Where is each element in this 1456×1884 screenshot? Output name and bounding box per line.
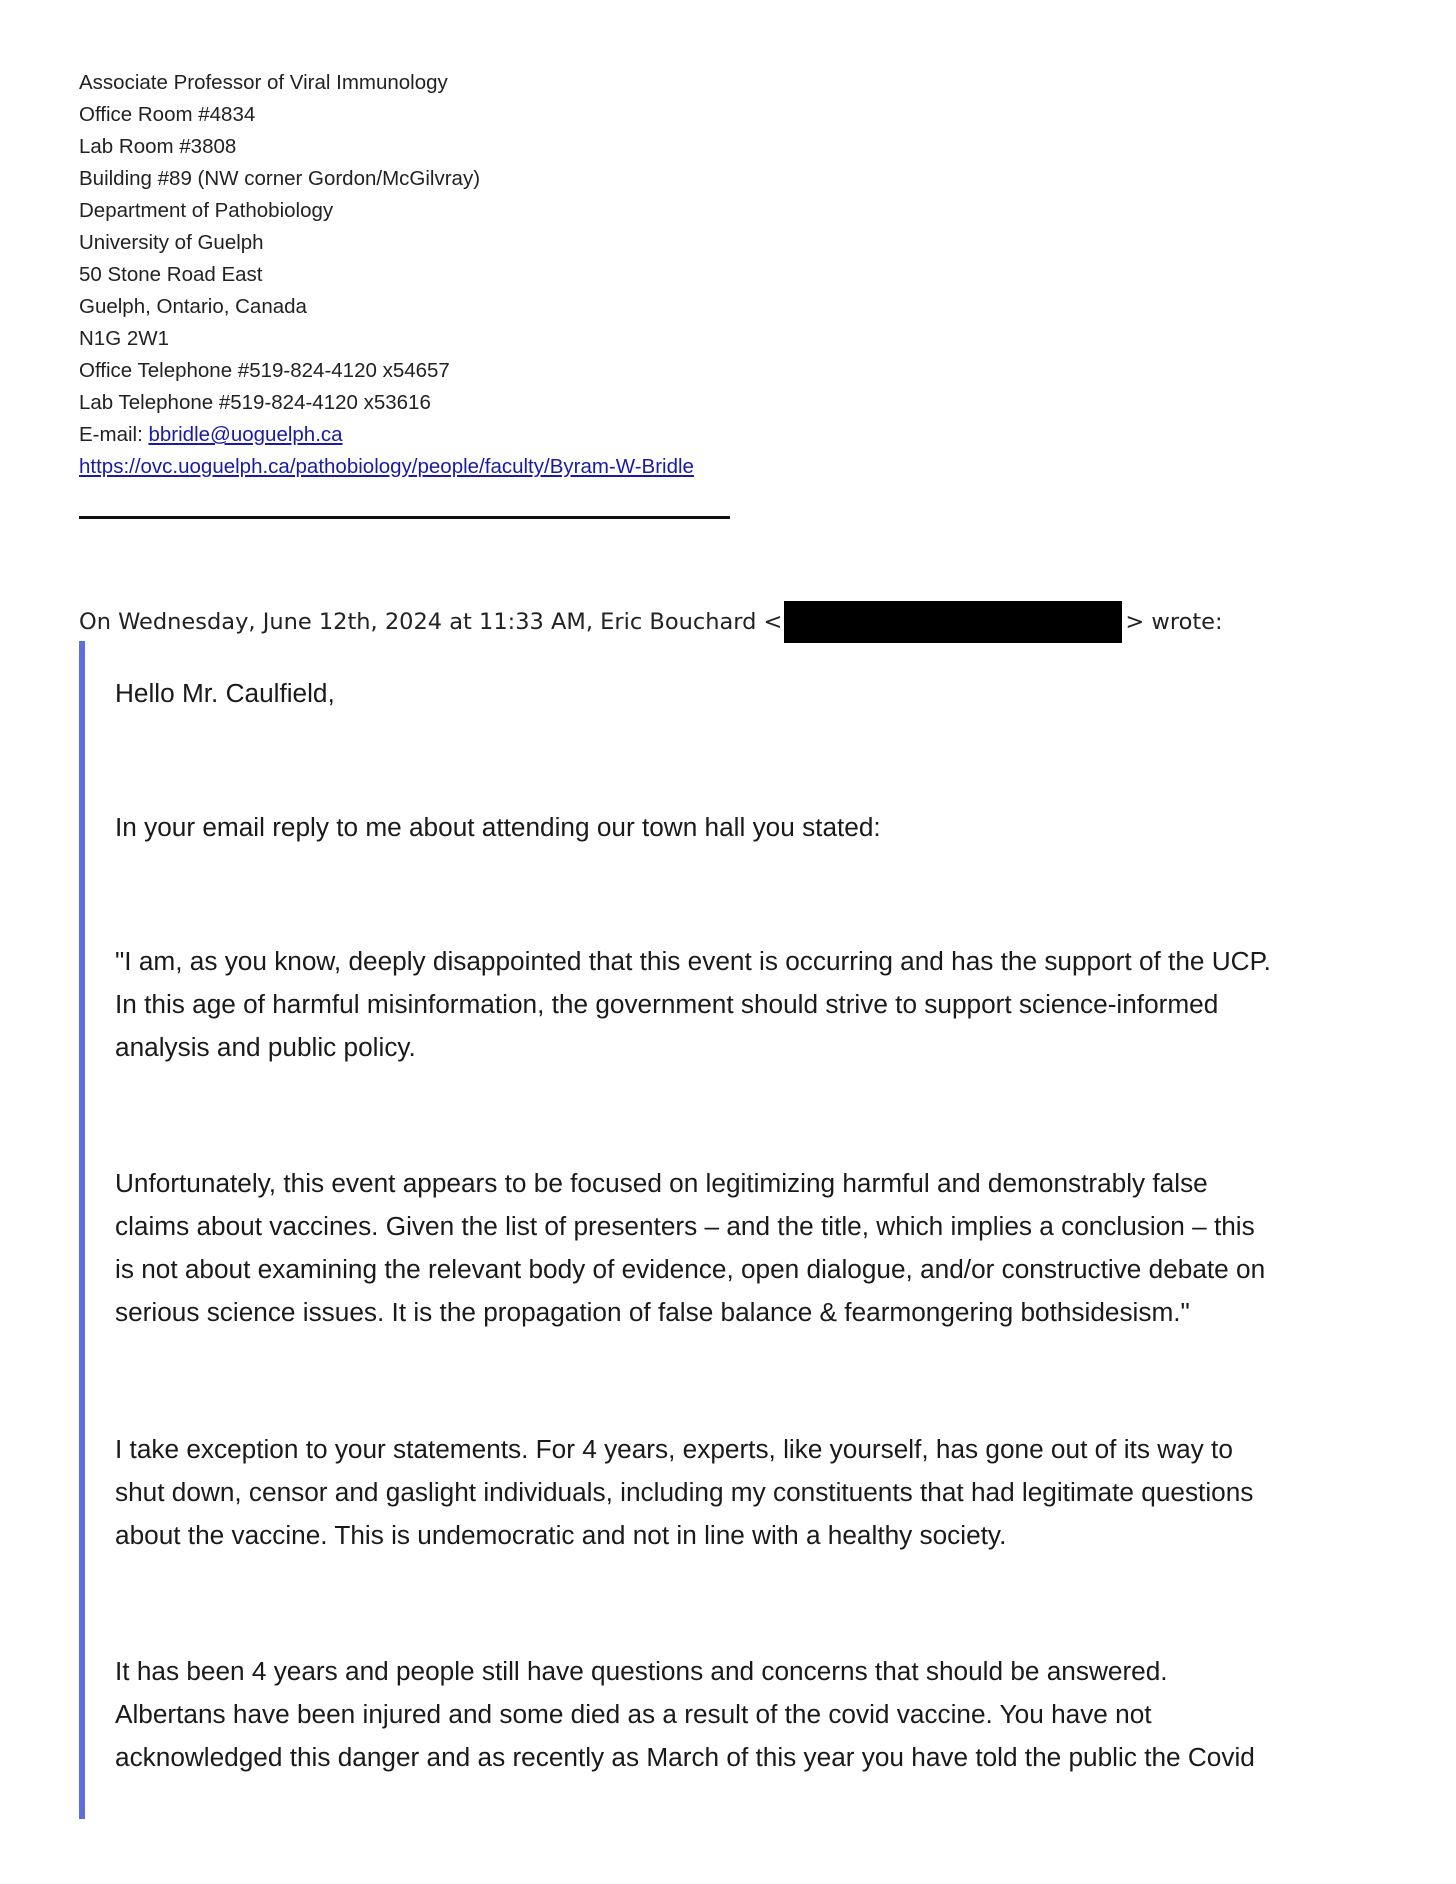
signature-email-line — [79, 419, 694, 451]
paragraph-1-line: In your email reply to me about attending our town hall you stated: — [115, 812, 881, 842]
greeting-text: Hello Mr. Caulfield, — [115, 678, 335, 708]
signature-building: Building #89 (NW corner Gordon/McGilvray) — [79, 167, 481, 190]
paragraph-4-line: about the vaccine. This is undemocratic and not in line with a healthy society. — [115, 1520, 1007, 1550]
paragraph-2-line: In this age of harmful misinformation, the government should strive to support science-informed — [115, 989, 1219, 1019]
paragraph-5-line: It has been 4 years and people still have questions and concerns that should be answered. — [115, 1656, 1168, 1686]
signature-divider — [79, 516, 730, 519]
quote-bar — [79, 641, 85, 1819]
paragraph-2-line: analysis and public policy. — [115, 1032, 416, 1062]
signature-city: Guelph, Ontario, Canada — [79, 295, 307, 318]
paragraph-3-line: Unfortunately, this event appears to be focused on legitimizing harmful and demonstrably false — [115, 1168, 1208, 1198]
message-paragraph-4 — [115, 1428, 1253, 1557]
quoted-header — [79, 604, 1223, 640]
signature-url-link[interactable]: https://ovc.uoguelph.ca/pathobiology/people/faculty/Byram-W-Bridle — [79, 455, 694, 478]
paragraph-2-line: "I am, as you know, deeply disappointed that this event is occurring and has the support of the UCP. — [115, 946, 1271, 976]
paragraph-3-line: is not about examining the relevant body of evidence, open dialogue, and/or constructive debate on — [115, 1254, 1266, 1284]
signature-email-label: E-mail: — [79, 423, 149, 446]
message-paragraph-2 — [115, 940, 1271, 1069]
message-paragraph-3 — [115, 1162, 1265, 1334]
signature-url-line — [79, 451, 694, 483]
signature-street: 50 Stone Road East — [79, 263, 263, 286]
signature-email-link[interactable]: bbridle@uoguelph.ca — [148, 423, 343, 446]
signature-postal-code: N1G 2W1 — [79, 327, 169, 350]
quoted-header-suffix: > wrote: — [1125, 609, 1223, 635]
message-greeting — [115, 672, 335, 715]
redacted-email-address — [784, 601, 1122, 643]
paragraph-3-line: claims about vaccines. Given the list of presenters – and the title, which implies a conclusion – this — [115, 1211, 1255, 1241]
message-paragraph-5 — [115, 1650, 1255, 1779]
paragraph-5-line: Albertans have been injured and some died as a result of the covid vaccine. You have not — [115, 1699, 1152, 1729]
signature-title: Associate Professor of Viral Immunology — [79, 71, 448, 94]
email-signature — [79, 67, 694, 483]
paragraph-5-line: acknowledged this danger and as recently as March of this year you have told the public the Covid — [115, 1742, 1255, 1772]
signature-department: Department of Pathobiology — [79, 199, 334, 222]
message-paragraph-1 — [115, 806, 881, 849]
quoted-header-prefix: On Wednesday, June 12th, 2024 at 11:33 AM, Eric Bouchard < — [79, 609, 783, 635]
signature-office-room: Office Room #4834 — [79, 103, 256, 126]
paragraph-4-line: shut down, censor and gaslight individuals, including my constituents that had legitimate questions — [115, 1477, 1254, 1507]
paragraph-4-line: I take exception to your statements. For 4 years, experts, like yourself, has gone out of its way to — [115, 1434, 1233, 1464]
signature-lab-room: Lab Room #3808 — [79, 135, 237, 158]
signature-lab-phone: Lab Telephone #519-824-4120 x53616 — [79, 391, 431, 414]
signature-office-phone: Office Telephone #519-824-4120 x54657 — [79, 359, 450, 382]
paragraph-3-line: serious science issues. It is the propagation of false balance & fearmongering bothsidesism." — [115, 1297, 1190, 1327]
signature-university: University of Guelph — [79, 231, 264, 254]
